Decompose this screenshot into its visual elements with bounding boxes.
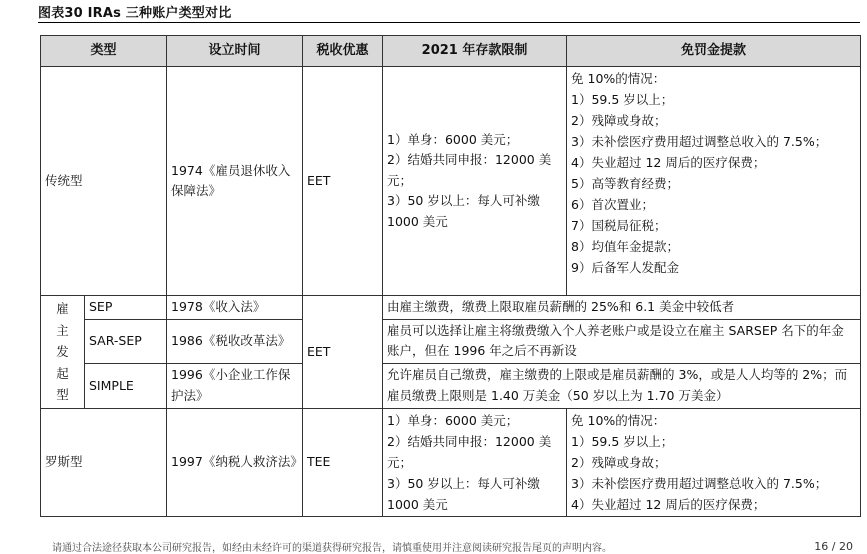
employer-group-label: 雇 主 发 起 型 bbox=[41, 296, 85, 409]
roth-tax: TEE bbox=[303, 408, 383, 516]
simple-type: SIMPLE bbox=[85, 364, 167, 408]
traditional-type: 传统型 bbox=[41, 67, 167, 296]
roth-type: 罗斯型 bbox=[41, 408, 167, 516]
header-tax: 税收优惠 bbox=[303, 36, 383, 67]
simple-established: 1996《小企业工作保护法》 bbox=[167, 364, 303, 408]
traditional-penalty-free: 免 10%的情况： 1）59.5 岁以上； 2）残障或身故； 3）未补偿医疗费用超过调整总收入的 7.5%； 4）失业超过 12 周后的医疗保费； 5）高等教育经费； 6）首次置业； 7）国税局征税； 8）均值年金提款； 9）后备军人发配金 bbox=[567, 67, 861, 296]
traditional-established: 1974《雇员退休收入保障法》 bbox=[167, 67, 303, 296]
page-number: 16 / 20 bbox=[814, 540, 853, 553]
table-row-traditional bbox=[41, 67, 861, 296]
employer-tax: EET bbox=[303, 296, 383, 409]
iras-comparison-table bbox=[40, 35, 861, 517]
sar-sep-established: 1986《税收改革法》 bbox=[167, 319, 303, 363]
footer-disclaimer: 请通过合法途径获取本公司研究报告，如经由未经许可的渠道获得研究报告，请慎重使用并注意阅读研究报告尾页的声明内容。 bbox=[52, 543, 612, 553]
table-row-roth bbox=[41, 408, 861, 516]
sar-sep-type: SAR-SEP bbox=[85, 319, 167, 363]
roth-limit: 1）单身：6000 美元； 2）结婚共同申报：12000 美元； 3）50 岁以上：每人可补缴 1000 美元 bbox=[383, 408, 567, 516]
sep-type: SEP bbox=[85, 296, 167, 320]
traditional-limit: 1）单身：6000 美元； 2）结婚共同申报：12000 美元； 3）50 岁以上：每人可补缴 1000 美元 bbox=[383, 67, 567, 296]
table-row-sep bbox=[41, 296, 861, 320]
roth-established: 1997《纳税人救济法》 bbox=[167, 408, 303, 516]
title-rule bbox=[38, 22, 860, 23]
sep-established: 1978《收入法》 bbox=[167, 296, 303, 320]
table-row-sar-sep bbox=[41, 319, 861, 363]
traditional-tax: EET bbox=[303, 67, 383, 296]
header-established: 设立时间 bbox=[167, 36, 303, 67]
header-type: 类型 bbox=[41, 36, 167, 67]
sep-limit: 由雇主缴费，缴费上限取雇员薪酬的 25%和 6.1 美金中较低者 bbox=[383, 296, 861, 320]
header-penalty-free: 免罚金提款 bbox=[567, 36, 861, 67]
figure-title: 图表30 IRAs 三种账户类型对比 bbox=[38, 6, 232, 21]
sar-sep-limit: 雇员可以选择让雇主将缴费缴入个人养老账户或是设立在雇主 SARSEP 名下的年金账户，但在 1996 年之后不再新设 bbox=[383, 319, 861, 363]
roth-penalty-free: 免 10%的情况： 1）59.5 岁以上； 2）残障或身故； 3）未补偿医疗费用超过调整总收入的 7.5%； 4）失业超过 12 周后的医疗保费； bbox=[567, 408, 861, 516]
table-row-simple bbox=[41, 364, 861, 408]
simple-limit: 允许雇员自己缴费，雇主缴费的上限或是雇员薪酬的 3%，或是人人均等的 2%；而雇员缴费上限则是 1.40 万美金（50 岁以上为 1.70 万美金） bbox=[383, 364, 861, 408]
header-limit: 2021 年存款限制 bbox=[383, 36, 567, 67]
table-header-row bbox=[41, 36, 861, 67]
